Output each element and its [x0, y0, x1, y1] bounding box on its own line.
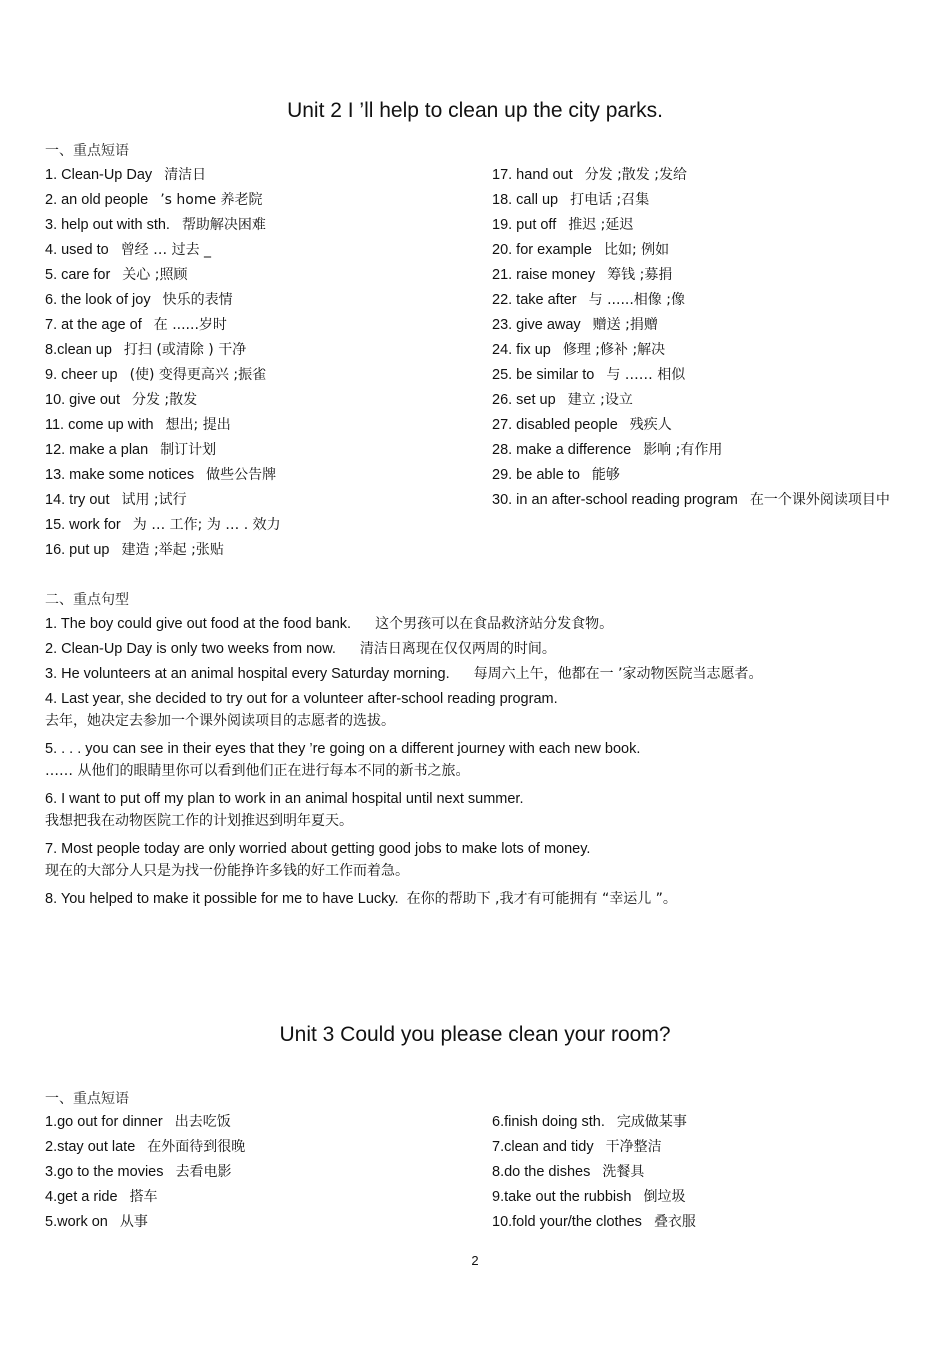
phrase-item — [492, 413, 902, 438]
phrase-item — [45, 1135, 465, 1160]
phrase-item — [45, 363, 465, 388]
phrase-item — [492, 163, 902, 188]
phrase-cn: 做些公告牌 — [206, 467, 277, 483]
phrase-cn: 在一个课外阅读项目中 — [749, 492, 890, 508]
page-number: 2 — [471, 1253, 479, 1268]
sentence-cn: …… 从他们的眼睛里你可以看到他们正在进行每本不同的新书之旅。 — [45, 763, 470, 779]
phrase-cn: 干净整洁 — [605, 1139, 662, 1155]
phrase-cn: (使) 变得更高兴 ;振雀 — [129, 367, 267, 383]
sentence-cn: 清洁日离现在仅仅两周的时间。 — [359, 641, 556, 657]
phrase-item — [45, 163, 465, 188]
unit2-phrases-heading: 一、重点短语 — [45, 143, 129, 159]
phrase-item — [45, 438, 465, 463]
phrase-cn: 出去吃饭 — [174, 1114, 231, 1130]
phrase-en: 5. care for — [45, 267, 111, 283]
phrase-cn: 筹钱 ;募捐 — [607, 267, 673, 283]
phrase-item — [492, 463, 902, 488]
phrase-cn: 倒垃圾 — [643, 1189, 686, 1205]
phrase-cn: 快乐的表情 — [162, 292, 233, 308]
phrase-en: 30. in an after-school reading program — [492, 492, 738, 508]
phrase-cn: 叠衣服 — [653, 1214, 696, 1230]
phrase-item — [45, 1185, 465, 1210]
unit2-title: Unit 2 I ’ll help to clean up the city parks. — [287, 99, 663, 122]
phrase-item — [492, 1160, 902, 1185]
phrase-cn: 去看电影 — [175, 1164, 232, 1180]
sentence-item — [45, 788, 905, 832]
phrase-en: 18. call up — [492, 192, 559, 208]
sentence-en: 2. Clean-Up Day is only two weeks from now. — [45, 641, 336, 657]
phrase-item — [45, 1110, 465, 1135]
phrase-en: 1.go out for dinner — [45, 1114, 163, 1130]
sentence-en: 6. I want to put off my plan to work in an animal hospital until next summer. — [45, 791, 524, 807]
sentence-en: 3. He volunteers at an animal hospital every Saturday morning. — [45, 666, 450, 682]
sentence-item — [45, 613, 905, 635]
phrase-item — [492, 263, 902, 288]
phrase-item — [492, 1135, 902, 1160]
phrase-cn: 打电话 ;召集 — [570, 192, 650, 208]
sentence-item — [45, 688, 905, 732]
phrase-item — [492, 213, 902, 238]
phrase-en: 22. take after — [492, 292, 577, 308]
unit2-sentences-heading: 二、重点句型 — [45, 592, 129, 608]
phrase-item — [45, 413, 465, 438]
phrase-item — [45, 288, 465, 313]
phrase-en: 7.clean and tidy — [492, 1139, 594, 1155]
phrase-cn: 赠送 ;捐赠 — [592, 317, 658, 333]
phrase-item — [45, 1160, 465, 1185]
sentence-item — [45, 738, 905, 782]
sentence-item — [45, 663, 905, 685]
phrase-en: 15. work for — [45, 517, 121, 533]
phrase-en: 25. be similar to — [492, 367, 595, 383]
phrase-en: 24. fix up — [492, 342, 551, 358]
phrase-item — [492, 1110, 902, 1135]
phrase-en: 5.work on — [45, 1214, 108, 1230]
sentence-en: 1. The boy could give out food at the food bank. — [45, 616, 352, 632]
phrase-cn: 帮助解决困难 — [181, 217, 266, 233]
phrase-en: 6. the look of joy — [45, 292, 151, 308]
unit3-title: Unit 3 Could you please clean your room? — [279, 1023, 671, 1046]
phrase-cn: 为 … 工作; 为 … . 效力 — [132, 517, 281, 533]
phrase-item — [492, 363, 902, 388]
phrase-en: 7. at the age of — [45, 317, 142, 333]
phrase-en: 17. hand out — [492, 167, 573, 183]
phrase-en: 2. an old people — [45, 192, 149, 208]
sentence-item — [45, 638, 905, 660]
phrase-en: 4. used to — [45, 242, 109, 258]
unit2-phrases-right-column — [492, 163, 902, 512]
phrase-en: 11. come up with — [45, 417, 154, 433]
phrase-cn: 从事 — [119, 1214, 148, 1230]
phrase-cn: 建立 ;设立 — [567, 392, 633, 408]
phrase-en: 20. for example — [492, 242, 592, 258]
phrase-en: 28. make a difference — [492, 442, 632, 458]
phrase-item — [492, 288, 902, 313]
phrase-cn: 比如; 例如 — [603, 242, 670, 258]
phrase-cn: 残疾人 — [629, 417, 672, 433]
phrase-item — [492, 313, 902, 338]
phrase-item — [492, 1185, 902, 1210]
phrase-cn: 推迟 ;延迟 — [568, 217, 634, 233]
phrase-cn: 曾经 … 过去 _ — [120, 242, 212, 258]
phrase-item — [45, 488, 465, 513]
unit2-phrases-left-column — [45, 163, 465, 563]
phrase-item — [492, 438, 902, 463]
phrase-cn: 与 ......相像 ;像 — [588, 292, 685, 308]
phrase-en: 26. set up — [492, 392, 556, 408]
phrase-en: 13. make some notices — [45, 467, 195, 483]
sentence-cn: 在你的帮助下 ,我才有可能拥有 “幸运儿 ”。 — [406, 891, 677, 907]
sentence-item — [45, 838, 905, 882]
phrase-en: 19. put off — [492, 217, 557, 233]
phrase-cn: ’s home 养老院 — [160, 192, 263, 208]
phrase-cn: 完成做某事 — [616, 1114, 687, 1130]
sentence-cn: 现在的大部分人只是为找一份能挣许多钱的好工作而着急。 — [45, 863, 409, 879]
phrase-en: 3. help out with sth. — [45, 217, 170, 233]
phrase-en: 14. try out — [45, 492, 110, 508]
phrase-item — [492, 338, 902, 363]
unit3-phrases-heading: 一、重点短语 — [45, 1091, 129, 1107]
sentence-cn: 我想把我在动物医院工作的计划推迟到明年夏天。 — [45, 813, 353, 829]
phrase-item — [45, 238, 465, 263]
phrase-en: 29. be able to — [492, 467, 580, 483]
phrase-en: 16. put up — [45, 542, 110, 558]
phrase-item — [45, 1210, 465, 1235]
sentence-item — [45, 888, 905, 910]
sentence-en: 4. Last year, she decided to try out for a volunteer after-school reading program. — [45, 691, 558, 707]
phrase-item — [45, 388, 465, 413]
phrase-cn: 清洁日 — [164, 167, 207, 183]
phrase-en: 10. give out — [45, 392, 120, 408]
phrase-en: 12. make a plan — [45, 442, 149, 458]
phrase-cn: 影响 ;有作用 — [643, 442, 723, 458]
phrase-cn: 分发 ;散发 — [131, 392, 198, 408]
phrase-cn: 分发 ;散发 ;发给 — [584, 167, 687, 183]
sentence-en: 5. . . . you can see in their eyes that they ’re going on a different journey with each new book. — [45, 741, 641, 757]
phrase-en: 8.do the dishes — [492, 1164, 591, 1180]
phrase-cn: 与 …… 相似 — [606, 367, 686, 383]
phrase-item — [492, 188, 902, 213]
phrase-cn: 修理 ;修补 ;解决 — [562, 342, 666, 358]
phrase-en: 8.clean up — [45, 342, 112, 358]
phrase-cn: 在 ......岁时 — [153, 317, 227, 333]
sentence-en: 8. You helped to make it possible for me to have Lucky. — [45, 891, 399, 907]
phrase-cn: 关心 ;照顾 — [122, 267, 188, 283]
phrase-cn: 试用 ;试行 — [121, 492, 187, 508]
sentence-cn: 这个男孩可以在食品救济站分发食物。 — [375, 616, 614, 632]
phrase-en: 1. Clean-Up Day — [45, 167, 153, 183]
phrase-item — [45, 338, 465, 363]
phrase-en: 2.stay out late — [45, 1139, 136, 1155]
phrase-cn: 搭车 — [129, 1189, 158, 1205]
phrase-en: 10.fold your/the clothes — [492, 1214, 642, 1230]
phrase-item — [492, 238, 902, 263]
phrase-en: 27. disabled people — [492, 417, 618, 433]
sentence-en: 7. Most people today are only worried about getting good jobs to make lots of money. — [45, 841, 591, 857]
phrase-cn: 建造 ;举起 ;张贴 — [121, 542, 224, 558]
phrase-cn: 制订计划 — [160, 442, 217, 458]
phrase-item — [45, 538, 465, 563]
phrase-item — [45, 213, 465, 238]
phrase-item — [492, 489, 892, 512]
phrase-item — [45, 188, 465, 213]
phrase-item — [45, 313, 465, 338]
phrase-cn: 打扫 (或清除 ) 干净 — [123, 342, 247, 358]
phrase-en: 6.finish doing sth. — [492, 1114, 605, 1130]
sentence-cn: 去年，她决定去参加一个课外阅读项目的志愿者的选拔。 — [45, 713, 395, 729]
phrase-item — [45, 463, 465, 488]
unit3-phrases-right-column — [492, 1110, 902, 1235]
unit3-phrases-left-column — [45, 1110, 465, 1235]
phrase-cn: 想出; 提出 — [165, 417, 231, 433]
phrase-item — [492, 388, 902, 413]
phrase-item — [492, 1210, 902, 1235]
phrase-item — [45, 263, 465, 288]
phrase-cn: 能够 — [591, 467, 620, 483]
phrase-cn: 在外面待到很晚 — [147, 1139, 246, 1155]
phrase-en: 3.go to the movies — [45, 1164, 164, 1180]
phrase-cn: 洗餐具 — [602, 1164, 645, 1180]
phrase-en: 23. give away — [492, 317, 581, 333]
phrase-item — [45, 513, 465, 538]
sentence-cn: 每周六上午，他都在一 ’家动物医院当志愿者。 — [473, 666, 763, 682]
phrase-en: 21. raise money — [492, 267, 596, 283]
phrase-en: 4.get a ride — [45, 1189, 118, 1205]
phrase-en: 9.take out the rubbish — [492, 1189, 632, 1205]
phrase-en: 9. cheer up — [45, 367, 118, 383]
